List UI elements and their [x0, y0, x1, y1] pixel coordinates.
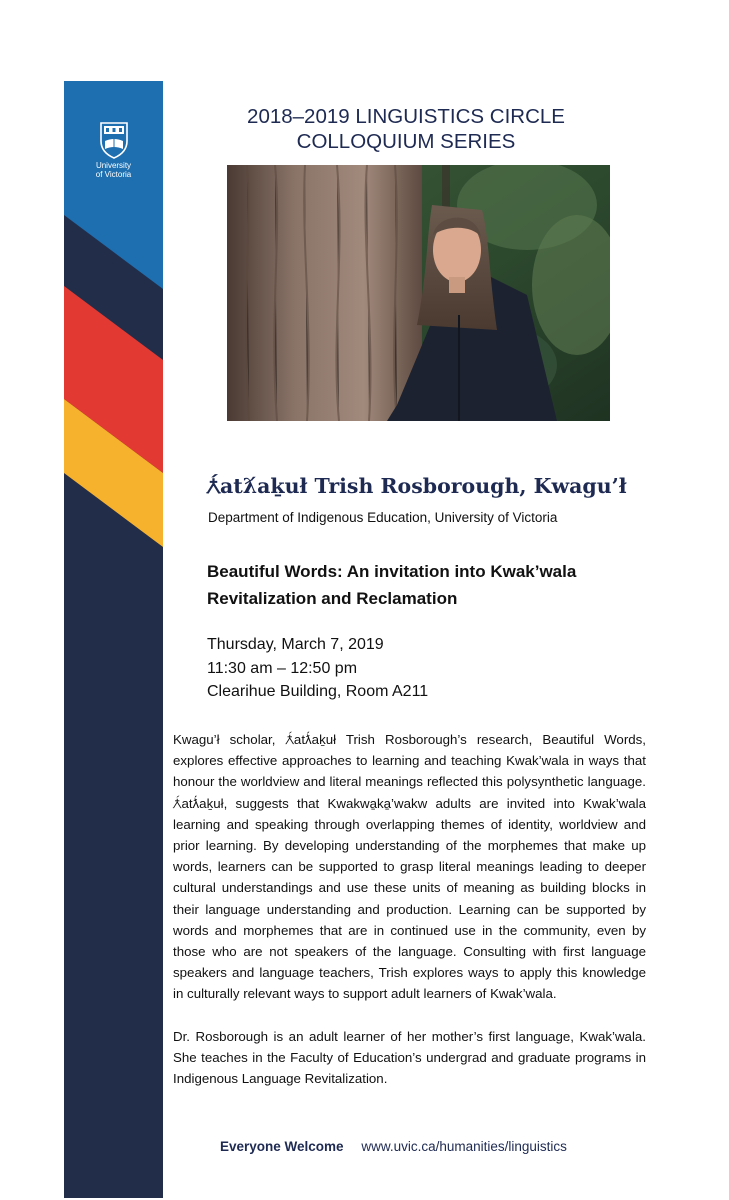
speaker-name: Ƛ́atƛ́aḵuł Trish Rosborough, Kwagu’ł: [207, 474, 627, 498]
logo-text: University of Victoria: [95, 161, 132, 179]
speaker-department: Department of Indigenous Education, University of Victoria: [208, 510, 558, 525]
speaker-photo: [227, 165, 610, 421]
event-date: Thursday, March 7, 2019: [207, 636, 384, 653]
website-link[interactable]: www.uvic.ca/humanities/linguistics: [361, 1139, 567, 1154]
crest-icon: [99, 121, 129, 159]
color-band-graphic: [64, 81, 163, 1198]
event-time: 11:30 am – 12:50 pm: [207, 659, 358, 677]
everyone-welcome-text: Everyone Welcome: [220, 1139, 344, 1154]
decorative-side-band: [64, 81, 163, 1198]
talk-title: Beautiful Words: An invitation into Kwak’wala Revitalization and Reclamation: [207, 562, 577, 608]
speaker-bio-paragraph: Dr. Rosborough is an adult learner of her mother’s first language, Kwak’wala. She teaches in the Faculty of Education’s undergrad and graduate programs in Indigenous Language Revitalization.: [173, 1028, 646, 1087]
series-title: 2018–2019 LINGUISTICS CIRCLE COLLOQUIUM SERIES: [247, 105, 565, 153]
talk-abstract: [173, 729, 646, 1089]
abstract-paragraph: Kwagu’ł scholar, Ƛ́atƛ́aḵuł Trish Rosborough’s research, Beautiful Words, explores effective approaches to learning and teaching Kwak’wala in ways that honour the worldview and literal meanings reflected this polysynthetic language. Ƛ́atƛ́aḵuł, suggests that Kwakwa̱ka̱’wakw adults are invited into Kwak’wala learning and speaking through overlapping themes of identity, worldview and prior learning. By developing understanding of the morphemes that make up words, learners can be supported to grasp literal meanings leading to deeper cultural understandings and use these units of meaning as building blocks in their language understanding and production. Learning can be supported by words and morphemes that are in continued use in the community, even by those who are not speakers of the language. Consulting with first language speakers and language teachers, Trish explores ways to apply this knowledge in culturally relevant ways to support adult learners of Kwak’wala.: [173, 732, 646, 1002]
event-details: [207, 633, 627, 704]
university-logo[interactable]: [64, 121, 163, 179]
footer: [220, 1139, 567, 1154]
event-location: Clearihue Building, Room A211: [207, 683, 429, 700]
